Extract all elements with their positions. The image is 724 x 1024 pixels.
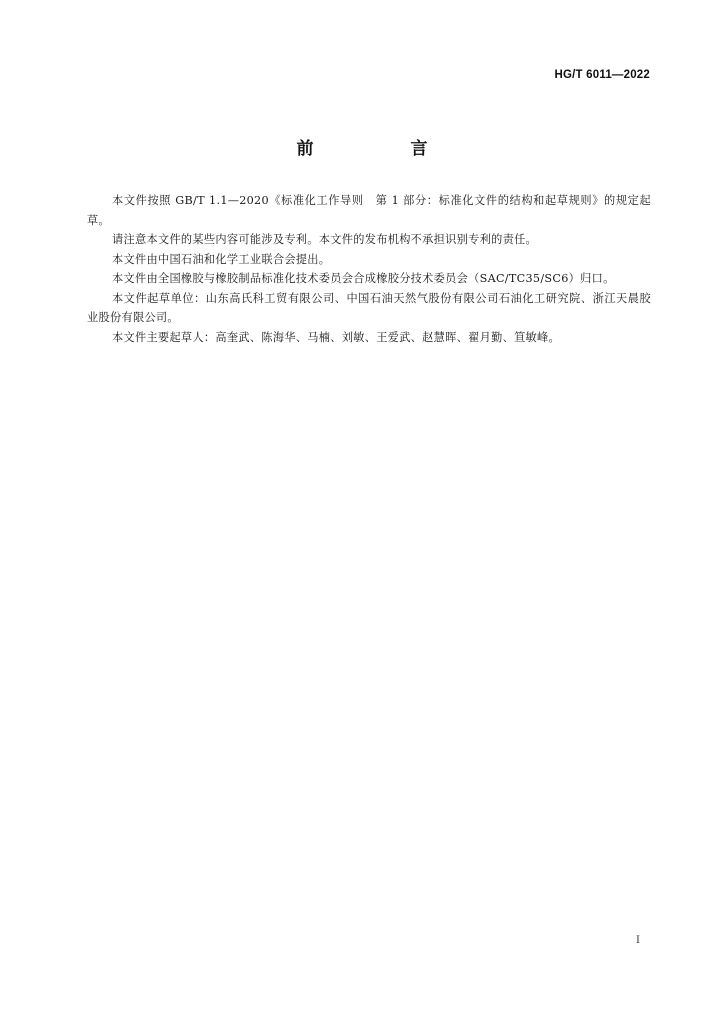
paragraph-drafting-units: 本文件起草单位：山东高氏科工贸有限公司、中国石油天然气股份有限公司石油化工研究院、浙江天晨胶业股份有限公司。	[87, 291, 651, 324]
paragraph-drafters: 本文件主要起草人：高奎武、陈海华、马楠、刘敏、王爱武、赵慧晖、翟月勤、笪敏峰。	[112, 330, 561, 344]
standard-code: HG/T 6011—2022	[554, 69, 650, 81]
paragraph-patent-notice: 请注意本文件的某些内容可能涉及专利。本文件的发布机构不承担识别专利的责任。	[112, 233, 538, 246]
page-title: 前 言	[296, 139, 468, 159]
paragraph-proposer: 本文件由中国石油和化学工业联合会提出。	[112, 252, 331, 266]
paragraph-drafting-rules: 本文件按照 GB/T 1.1—2020《标准化工作导则 第 1 部分：标准化文件的结构和起草规则》的规定起草。	[87, 194, 651, 227]
page-number: I	[636, 935, 640, 946]
preface-body	[87, 191, 651, 347]
paragraph-technical-committee: 本文件由全国橡胶与橡胶制品标准化技术委员会合成橡胶分技术委员会（SAC/TC35/SC6）归口。	[112, 272, 615, 285]
